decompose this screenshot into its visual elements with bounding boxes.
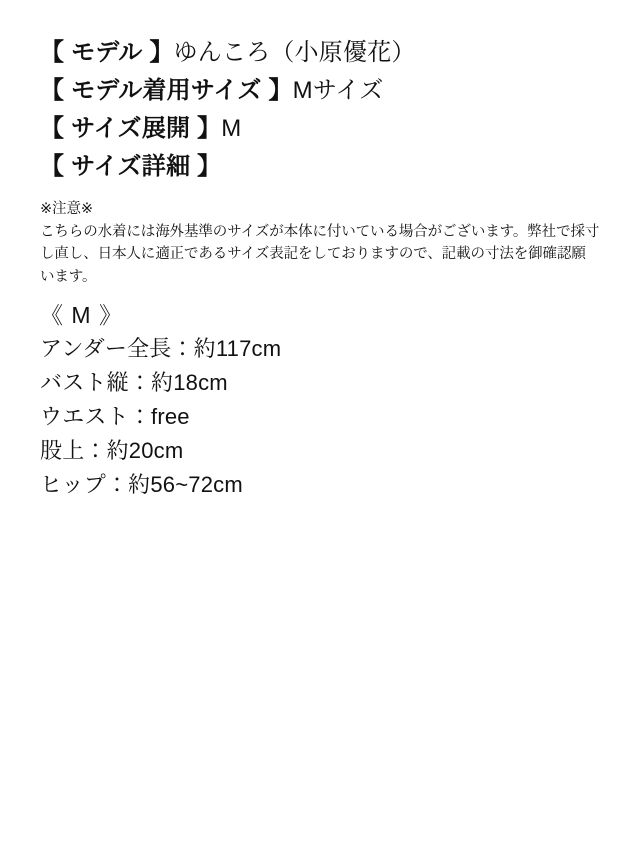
measurement-bust-height-value: 約18cm bbox=[151, 370, 228, 395]
heading-size-detail bbox=[40, 148, 600, 186]
measurement-waist bbox=[40, 400, 600, 434]
measurement-waist-label: ウエスト bbox=[40, 404, 129, 429]
heading-model-wearing-size-value: Mサイズ bbox=[292, 77, 384, 104]
measurement-hip bbox=[40, 468, 600, 502]
heading-model-value: ゆんころ（小原優花） bbox=[173, 39, 416, 66]
measurement-hip-label: ヒップ bbox=[40, 472, 106, 497]
measurement-waist-separator: ： bbox=[128, 404, 152, 429]
notice-block bbox=[40, 198, 600, 288]
measurement-hip-separator: ： bbox=[105, 472, 129, 497]
heading-model-label: 【 モデル 】 bbox=[40, 39, 174, 66]
measurement-rise-value: 約20cm bbox=[106, 438, 184, 463]
measurement-rise-label: 股上 bbox=[40, 438, 85, 463]
size-detail-block bbox=[40, 298, 600, 502]
size-detail-title: 《 M 》 bbox=[40, 302, 123, 328]
measurement-bust-height-label: バスト縦 bbox=[40, 370, 129, 395]
measurement-bust-height bbox=[40, 366, 600, 400]
heading-size-detail-label: 【 サイズ詳細 】 bbox=[40, 153, 222, 180]
measurement-under-length bbox=[40, 332, 600, 366]
notice-title: ※注意※ bbox=[40, 201, 93, 217]
notice-body: こちらの水着には海外基準のサイズが本体に付いている場合がございます。弊社で採寸し直し、日本人に適正であるサイズ表記をしておりますので、記載の寸法を御確認願います。 bbox=[40, 223, 600, 285]
heading-model bbox=[40, 34, 600, 72]
heading-size-range-value: M bbox=[221, 115, 242, 142]
heading-size-range bbox=[40, 110, 600, 148]
heading-model-wearing-size-label: 【 モデル着用サイズ 】 bbox=[40, 77, 293, 104]
heading-block bbox=[40, 34, 600, 186]
measurement-bust-height-separator: ： bbox=[128, 370, 152, 395]
measurement-waist-value: free bbox=[151, 404, 190, 429]
heading-model-wearing-size bbox=[40, 72, 600, 110]
measurement-under-length-separator: ： bbox=[171, 336, 194, 361]
heading-size-range-label: 【 サイズ展開 】 bbox=[40, 115, 222, 142]
measurement-hip-value: 約56~72cm bbox=[128, 472, 243, 497]
measurement-rise-separator: ： bbox=[84, 438, 107, 463]
measurement-under-length-label: アンダー全長 bbox=[40, 336, 172, 361]
measurement-rise bbox=[40, 434, 600, 468]
measurement-under-length-value: 約117cm bbox=[193, 336, 282, 361]
